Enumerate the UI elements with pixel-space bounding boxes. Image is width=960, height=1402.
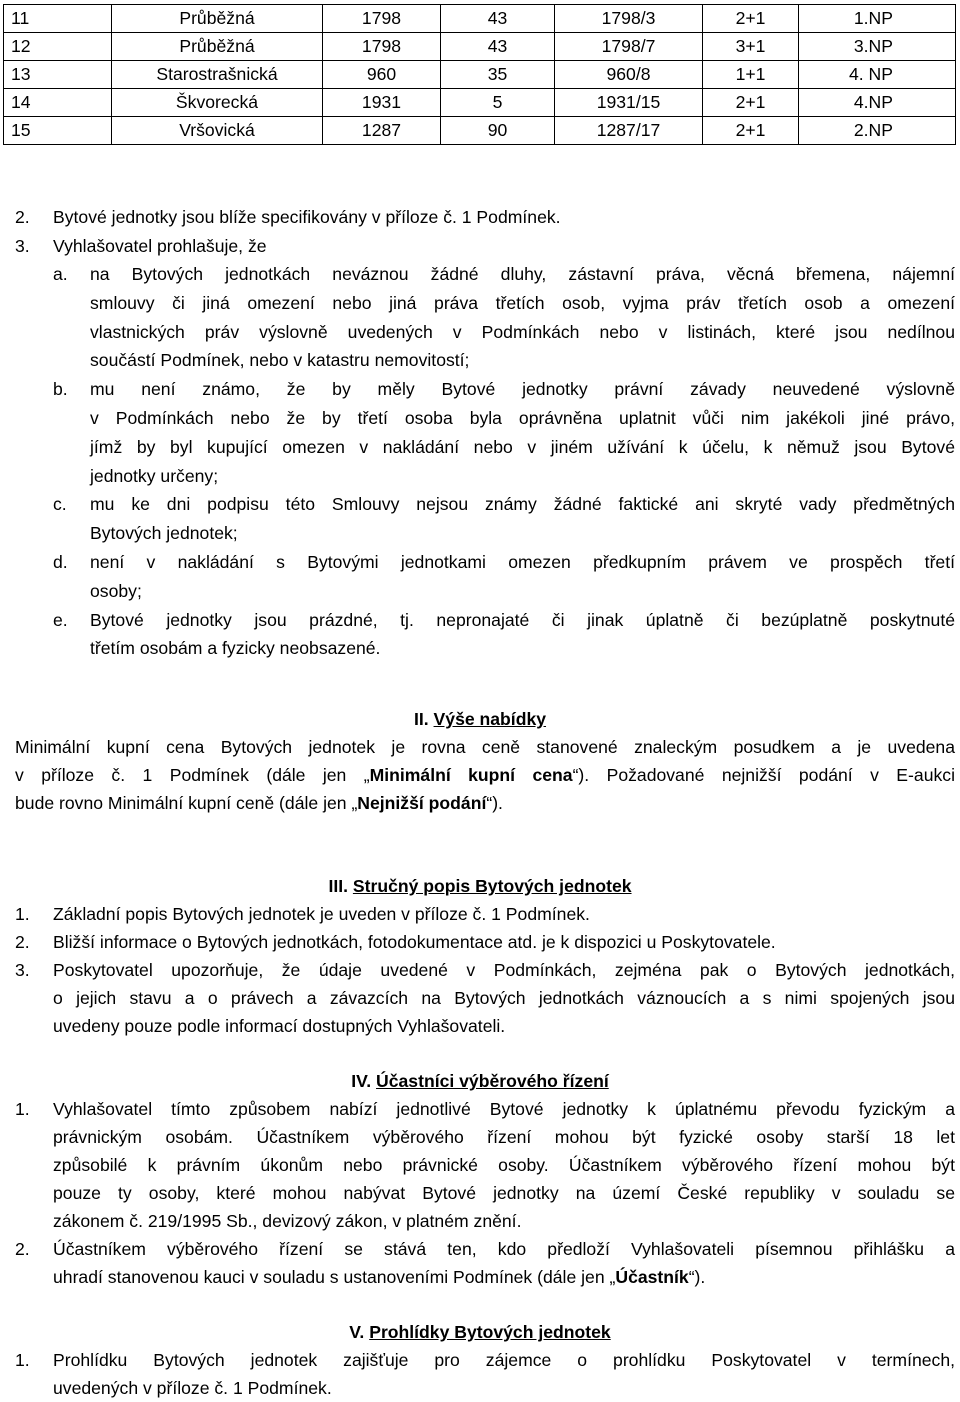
paragraph-line: mu není známo, že by měly Bytové jednotky právní závady neuvedené výslovně [90, 379, 955, 400]
section-heading [0, 709, 960, 730]
paragraph-line: jednotky určeny; [90, 465, 219, 486]
section-heading [0, 1322, 960, 1343]
section-number: IV. [351, 1071, 372, 1091]
table-cell: 2+1 [703, 5, 799, 33]
paragraph-line: vlastnických práv výslovně uvedených v Podmínkách nebo v listinách, které jsou nedílnou [90, 321, 955, 342]
paragraph-line: Minimální kupní cena Bytových jednotek je rovna ceně stanovené znaleckým posudkem a je uvedena [15, 737, 955, 757]
paragraph-line: zákonem č. 219/1995 Sb., devizový zákon, v platném znění. [53, 1211, 522, 1231]
item-number: 1. [15, 1099, 30, 1119]
paragraph-line: Bytových jednotek; [90, 523, 238, 544]
section-title: Výše nabídky [433, 709, 547, 729]
paragraph-line: Základní popis Bytových jednotek je uveden v příloze č. 1 Podmínek. [53, 904, 590, 924]
paragraph-line [15, 793, 503, 814]
paragraph-line: uvedeny pouze podle informací dostupných Vyhlašovateli. [53, 1016, 506, 1036]
paragraph-line: součástí Podmínek, nebo v katastru nemovitostí; [90, 350, 470, 371]
table-cell: 1798 [323, 5, 441, 33]
table-cell: 1798/3 [555, 5, 703, 33]
table-cell: 1798 [323, 33, 441, 61]
paragraph-line: způsobilé k právním úkonům nebo právnické osoby. Účastníkem výběrového řízení mohou být [53, 1155, 955, 1175]
paragraph-line: smlouvy či jiná omezení nebo jiná práva třetích osob, vyjma práv třetích osob a omezení [90, 292, 955, 313]
item-number: 1. [15, 1350, 30, 1370]
paragraph-line: Poskytovatel upozorňuje, že údaje uvedené v Podmínkách, zejména pak o Bytových jednotkách, [53, 960, 955, 980]
paragraph-line: Účastníkem výběrového řízení se stává ten, kdo předloží Vyhlašovateli písemnou přihlášku a [53, 1239, 955, 1259]
table-cell: Starostrašnická [112, 61, 323, 89]
table-cell: Vršovická [112, 117, 323, 145]
table-cell: 1931/15 [555, 89, 703, 117]
table-cell: 3+1 [703, 33, 799, 61]
table-cell: 1+1 [703, 61, 799, 89]
table-cell: Průběžná [112, 33, 323, 61]
defined-term: Nejnižší podání [357, 793, 487, 813]
item-number: 2. [15, 207, 30, 227]
paragraph-line: Vyhlašovatel tímto způsobem nabízí jednotlivé Bytové jednotky k úplatnému převodu fyzickým a [53, 1099, 955, 1119]
table-cell: Průběžná [112, 5, 323, 33]
table-cell: 2+1 [703, 89, 799, 117]
apartments-table [3, 4, 956, 145]
paragraph-line: právnickým osobám. Účastníkem výběrového řízení mohou být fyzické osoby starší 18 let [53, 1127, 955, 1147]
table-cell: 1287/17 [555, 117, 703, 145]
paragraph-line: mu ke dni podpisu této Smlouvy nejsou známy žádné faktické ani skryté vady předmětných [90, 494, 955, 515]
section-number: II. [413, 709, 429, 729]
table-cell: 960 [323, 61, 441, 89]
text-run: uhradí stanovenou kauci v souladu s ustanoveními Podmínek (dále jen „ [53, 1267, 616, 1287]
table-cell: 2+1 [703, 117, 799, 145]
paragraph-line: na Bytových jednotkách neváznou žádné dluhy, zástavní práva, věcná břemena, nájemní [90, 264, 955, 284]
apartments-table-body [4, 5, 956, 145]
table-cell: 43 [441, 33, 555, 61]
table-cell: 13 [4, 61, 112, 89]
item-number: 2. [15, 932, 30, 952]
table-cell: 35 [441, 61, 555, 89]
paragraph-line: o jejich stavu a o právech a závazcích na Bytových jednotkách váznoucích a s nimi spojených jsou [53, 988, 955, 1008]
table-cell: 2.NP [799, 117, 956, 145]
item-text: Vyhlašovatel prohlašuje, že [53, 236, 267, 256]
text-run: v příloze č. 1 Podmínek (dále jen „ [15, 765, 370, 785]
table-cell: 1931 [323, 89, 441, 117]
table-cell: 11 [4, 5, 112, 33]
item-number: 3. [15, 960, 30, 980]
table-cell: Škvorecká [112, 89, 323, 117]
section-title: Prohlídky Bytových jednotek [369, 1322, 611, 1342]
table-cell: 960/8 [555, 61, 703, 89]
defined-term: Účastník [615, 1267, 689, 1287]
paragraph-line: Bližší informace o Bytových jednotkách, fotodokumentace atd. je k dispozici u Poskytovatele. [53, 932, 776, 952]
item-number: a. [53, 264, 68, 284]
table-row [4, 5, 956, 33]
table-cell: 1287 [323, 117, 441, 145]
paragraph-line [53, 1267, 705, 1288]
section-title: Účastníci výběrového řízení [376, 1071, 609, 1091]
text-run: “). Požadované nejnižší podání v E-aukci [572, 765, 955, 785]
section-title: Stručný popis Bytových jednotek [352, 876, 632, 896]
table-row [4, 33, 956, 61]
defined-term: Minimální kupní cena [369, 765, 573, 785]
paragraph-line: pouze ty osoby, které mohou nabývat Bytové jednotky na území České republiky v souladu se [53, 1183, 955, 1203]
paragraph-line: třetím osobám a fyzicky neobsazené. [90, 638, 381, 659]
table-cell: 15 [4, 117, 112, 145]
item-number: 3. [15, 236, 30, 256]
table-cell: 12 [4, 33, 112, 61]
text-run: “). [486, 793, 503, 813]
paragraph-line: jímž by byl kupující omezen v nakládání nebo v jiném užívání k účelu, k němuž jsou Bytové [90, 436, 955, 457]
item-number: 2. [15, 1239, 30, 1259]
section-heading [0, 1071, 960, 1092]
table-cell: 3.NP [799, 33, 956, 61]
table-cell: 1.NP [799, 5, 956, 33]
table-row [4, 61, 956, 89]
item-number: d. [53, 552, 68, 572]
table-cell: 14 [4, 89, 112, 117]
table-row [4, 89, 956, 117]
table-cell: 43 [441, 5, 555, 33]
item-text: Bytové jednotky jsou blíže specifikovány v příloze č. 1 Podmínek. [53, 207, 561, 227]
paragraph-line: osoby; [90, 580, 142, 601]
section-number: V. [349, 1322, 365, 1342]
item-number: c. [53, 494, 67, 515]
section-number: III. [328, 876, 349, 896]
paragraph-line: není v nakládání s Bytovými jednotkami omezen předkupním právem ve prospěch třetí [90, 552, 955, 572]
paragraph-line: uvedených v příloze č. 1 Podmínek. [53, 1378, 332, 1398]
paragraph-line: Bytové jednotky jsou prázdné, tj. nepronajaté či jinak úplatně či bezúplatně poskytnuté [90, 609, 955, 630]
item-number: e. [53, 609, 68, 630]
table-cell: 4.NP [799, 89, 956, 117]
paragraph-line [15, 765, 955, 786]
section-heading [0, 876, 960, 897]
table-cell: 90 [441, 117, 555, 145]
item-number: 1. [15, 904, 30, 924]
text-run: “). [688, 1267, 706, 1287]
item-number: b. [53, 379, 68, 400]
table-cell: 4. NP [799, 61, 956, 89]
paragraph-line: Prohlídku Bytových jednotek zajišťuje pro zájemce o prohlídku Poskytovatel v termínech, [53, 1350, 955, 1370]
table-row [4, 117, 956, 145]
text-run: bude rovno Minimální kupní ceně (dále jen „ [15, 793, 358, 813]
paragraph-line: v Podmínkách nebo že by třetí osoba byla oprávněna uplatnit vůči nim jakékoli jiné právo, [90, 408, 955, 428]
table-cell: 5 [441, 89, 555, 117]
table-cell: 1798/7 [555, 33, 703, 61]
